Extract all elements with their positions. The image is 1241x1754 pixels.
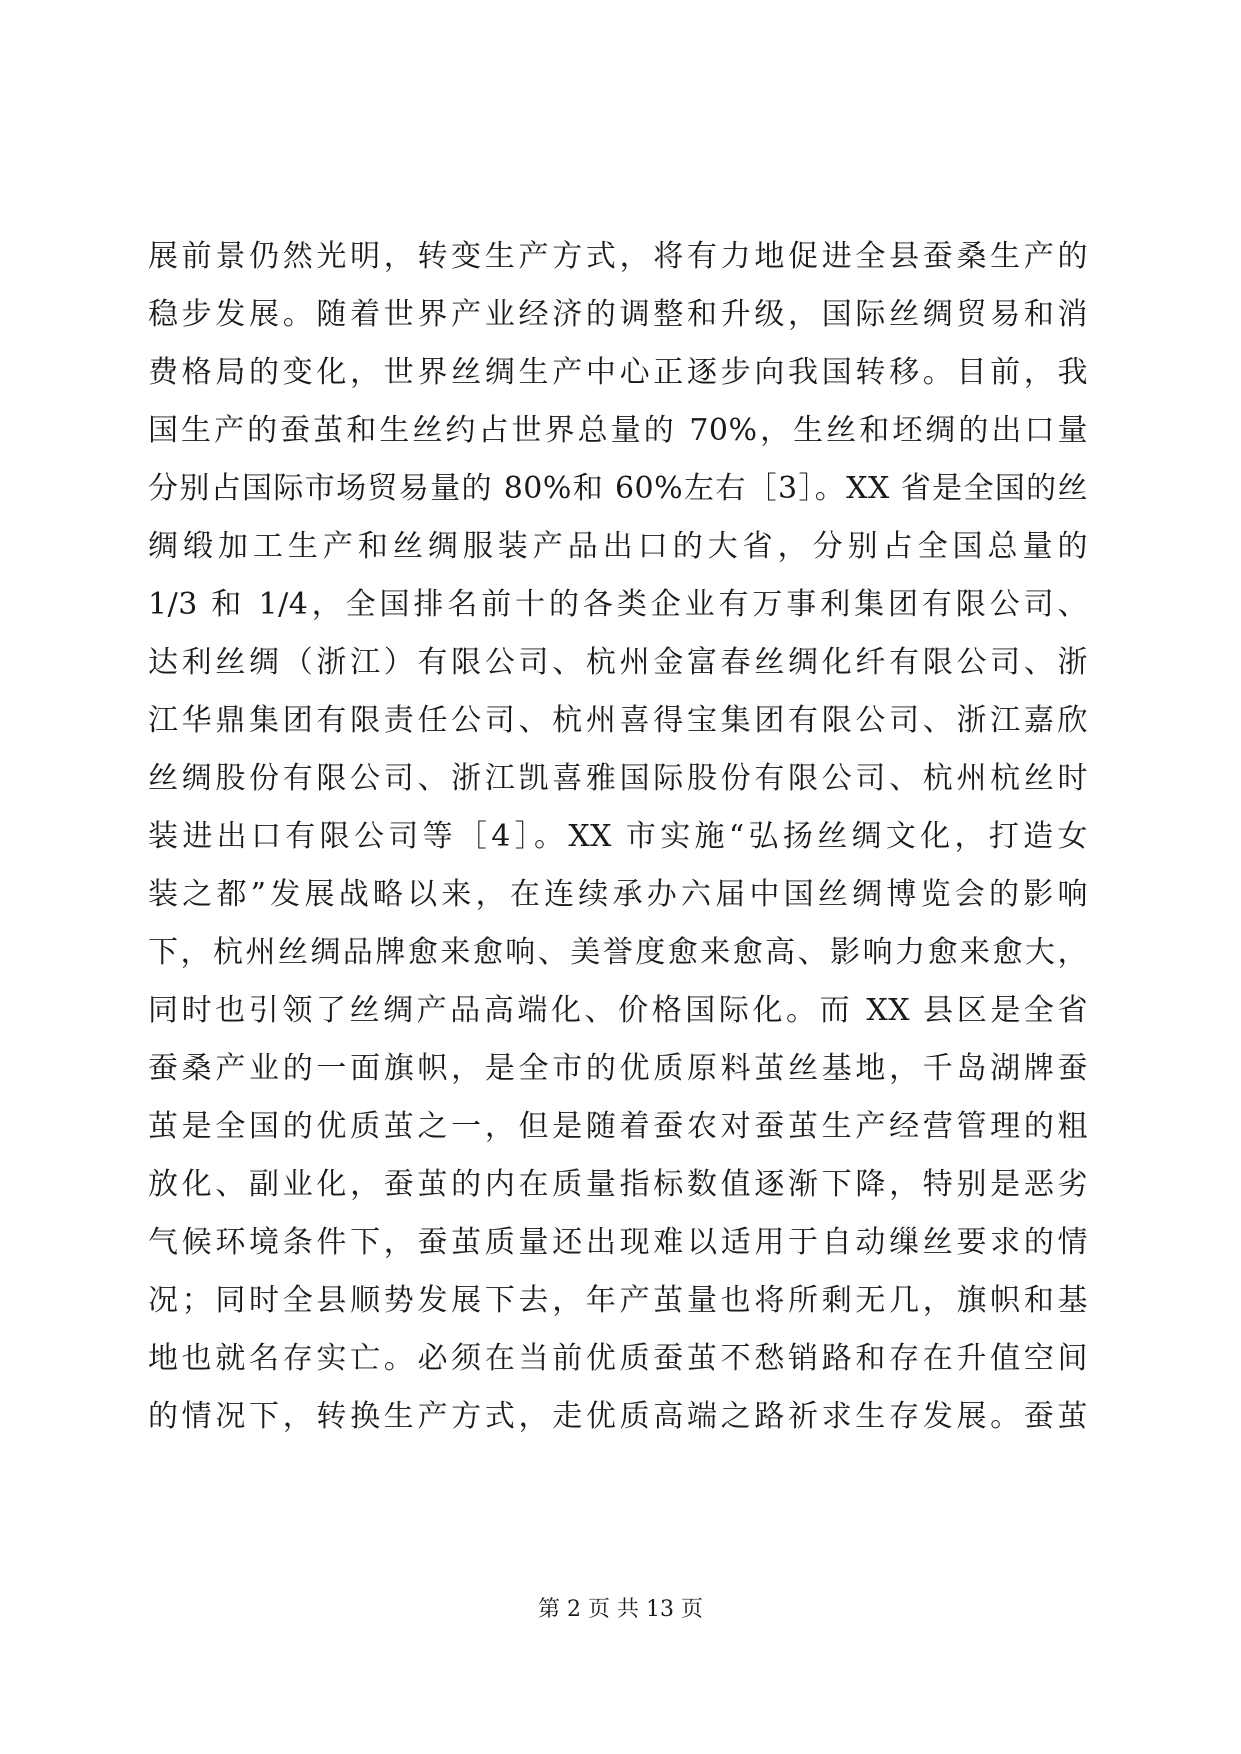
- text-line: 地也就名存实亡。必须在当前优质蚕茧不愁销路和存在升值空间: [148, 1341, 1088, 1376]
- text-line: 稳步发展。随着世界产业经济的调整和升级，国际丝绸贸易和消: [148, 297, 1088, 332]
- text-line: 费格局的变化，世界丝绸生产中心正逐步向我国转移。目前，我: [148, 355, 1088, 390]
- text-line: 绸缎加工生产和丝绸服装产品出口的大省，分别占全国总量的: [148, 529, 1088, 564]
- text-line: 气候环境条件下，蚕茧质量还出现难以适用于自动缫丝要求的情: [148, 1225, 1088, 1260]
- text-line: 分别占国际市场贸易量的 80%和 60%左右［3］。XX 省是全国的丝: [148, 471, 1088, 506]
- text-line: 装之都”发展战略以来，在连续承办六届中国丝绸博览会的影响: [148, 877, 1088, 912]
- text-line: 蚕桑产业的一面旗帜，是全市的优质原料茧丝基地，千岛湖牌蚕: [148, 1051, 1088, 1086]
- page-number-footer: 第 2 页 共 13 页: [538, 1597, 703, 1622]
- text-line: 装进出口有限公司等［4］。XX 市实施“弘扬丝绸文化，打造女: [148, 819, 1088, 854]
- text-line: 况；同时全县顺势发展下去，年产茧量也将所剩无几，旗帜和基: [148, 1283, 1088, 1318]
- text-line: 江华鼎集团有限责任公司、杭州喜得宝集团有限公司、浙江嘉欣: [148, 703, 1088, 738]
- body-paragraph: [148, 228, 1088, 1446]
- text-line: 下，杭州丝绸品牌愈来愈响、美誉度愈来愈高、影响力愈来愈大，: [148, 935, 1088, 970]
- text-line: 展前景仍然光明，转变生产方式，将有力地促进全县蚕桑生产的: [148, 239, 1088, 274]
- text-line: 的情况下，转换生产方式，走优质高端之路祈求生存发展。蚕茧: [148, 1399, 1088, 1434]
- text-line: 国生产的蚕茧和生丝约占世界总量的 70%，生丝和坯绸的出口量: [148, 413, 1088, 448]
- text-line: 放化、副业化，蚕茧的内在质量指标数值逐渐下降，特别是恶劣: [148, 1167, 1088, 1202]
- text-line: 同时也引领了丝绸产品高端化、价格国际化。而 XX 县区是全省: [148, 993, 1088, 1028]
- text-line: 达利丝绸（浙江）有限公司、杭州金富春丝绸化纤有限公司、浙: [148, 645, 1088, 680]
- text-line: 丝绸股份有限公司、浙江凯喜雅国际股份有限公司、杭州杭丝时: [148, 761, 1088, 796]
- text-line: 茧是全国的优质茧之一，但是随着蚕农对蚕茧生产经营管理的粗: [148, 1109, 1088, 1144]
- text-line: 1/3 和 1/4，全国排名前十的各类企业有万事利集团有限公司、: [148, 587, 1088, 622]
